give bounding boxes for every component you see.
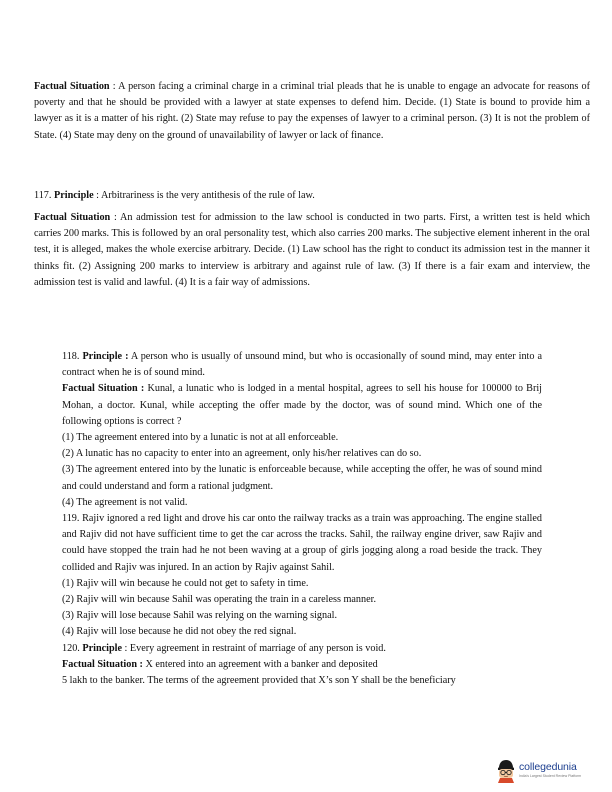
q119-option: (4) Rajiv will lose because he did not obey the red signal.	[62, 626, 297, 638]
q118-fact-text: Kunal, a lunatic who is lodged in a mental hospital, agrees to sell his house for 100000 to Brij Mohan, a doctor. Kunal, while accepting the offer made by the doctor, was of sound mind. Which one of the following options is correct ?	[62, 383, 542, 427]
q118-factual-situation	[62, 381, 542, 430]
q119-option: (2) Rajiv will win because Sahil was operating the train in a careless manner.	[62, 594, 377, 606]
q117-factual-situation	[34, 210, 590, 291]
logo-tagline: India's Largest Student Review Platform	[519, 774, 582, 778]
q118-number: 118.	[62, 351, 83, 362]
collegedunia-logo[interactable]	[496, 758, 608, 784]
q119-option: (3) Rajiv will lose because Sahil was relying on the warning signal.	[62, 610, 338, 622]
q117-principle-label: Principle	[54, 190, 94, 201]
q116-factual-situation	[34, 79, 590, 144]
q119-question: 119. Rajiv ignored a red light and drove his car onto the railway tracks as a train was approaching. The engine stalled and Rajiv did not have sufficient time to get the car across the tracks. Sahil, the railway engine driver, saw Rajiv and could have stopped the train had he not been waving at a group of girls jogging along a road beside the track. They collided and Rajiv was injured. In an action by Rajiv against Sahil.	[62, 513, 542, 573]
logo-name: collegedunia	[519, 761, 577, 773]
q117-fact-label: Factual Situation	[34, 212, 111, 223]
q119-option: (1) Rajiv will win because he could not get to safety in time.	[62, 577, 309, 589]
q118-option: (3) The agreement entered into by the lunatic is enforceable because, while accepting the offer, he was of sound mind and could understand and form a rational judgment.	[62, 464, 542, 492]
q116-fact-label: Factual Situation	[34, 81, 110, 92]
questions-118-120	[62, 349, 542, 689]
q120-number: 120.	[62, 642, 83, 654]
q117-number: 117.	[34, 190, 54, 201]
q120-principle-text: : Every agreement in restraint of marriage of any person is void.	[122, 642, 386, 654]
q118-option: (2) A lunatic has no capacity to enter into an agreement, only his/her relatives can do so.	[62, 448, 422, 460]
q120-factual-situation	[62, 657, 542, 673]
q118-principle	[62, 349, 542, 381]
q120-principle	[62, 641, 542, 657]
q118-principle-text: A person who is usually of unsound mind, but who is occasionally of sound mind, may enter into a contract when he is of sound mind.	[62, 351, 542, 379]
q117-principle	[34, 188, 590, 204]
q116-fact-text: : A person facing a criminal charge in a criminal trial pleads that he is unable to engage an advocate for reasons of poverty and that he should be provided with a lawyer at state expenses to defend him. Decide. (1) State is bound to provide him a lawyer as it is a matter of his right. (2) State may refuse to pay the expenses of lawyer to a criminal person. (3) It is not the problem of State. (4) State may deny on the ground of unavailability of lawyer or lack of finance.	[34, 81, 590, 141]
q118-fact-label: Factual Situation :	[62, 383, 145, 395]
q118-option: (4) The agreement is not valid.	[62, 496, 188, 508]
q120-principle-label: Principle	[82, 642, 122, 654]
q120-fact-label: Factual Situation :	[62, 658, 143, 670]
q120-fact-text: X entered into an agreement with a banker and deposited	[142, 658, 378, 670]
q117-fact-text: : An admission test for admission to the law school is conducted in two parts. First, a written test is held which carries 200 marks. This is followed by an oral personality test, which also carries 200 marks. The subjective element inherent in the oral test, it is alleged, makes the whole exercise arbitrary. Decide. (1) Law school has the right to conduct its admission test in the manner it thinks fit. (2) Assigning 200 marks to interview is arbitrary and against rule of law. (3) If there is a fair exam and interview, the admission test is valid and lawful. (4) It is a fair way of admissions.	[34, 212, 590, 288]
collegedunia-mascot-icon	[496, 759, 516, 783]
q118-principle-label: Principle :	[82, 351, 129, 362]
q117-principle-text: : Arbitrariness is the very antithesis of the rule of law.	[93, 190, 315, 201]
q120-continuation: 5 lakh to the banker. The terms of the agreement provided that X’s son Y shall be the beneficiary	[62, 675, 456, 687]
q118-option: (1) The agreement entered into by a lunatic is not at all enforceable.	[62, 432, 339, 444]
